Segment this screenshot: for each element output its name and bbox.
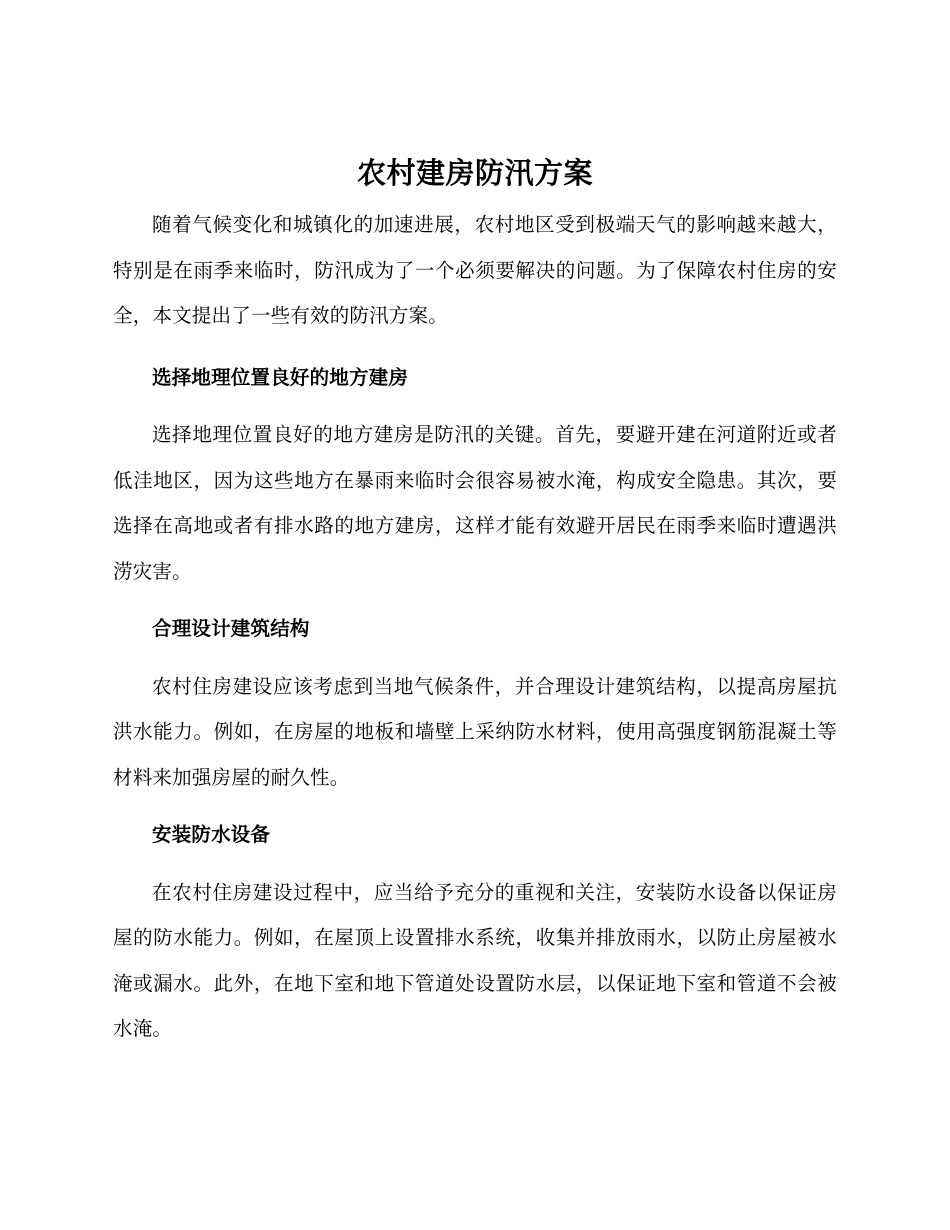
- section-heading-waterproofing: 安装防水设备: [152, 823, 271, 846]
- spacer: [113, 594, 837, 606]
- section-heading-structure: 合理设计建筑结构: [152, 617, 310, 640]
- spacer: [113, 400, 837, 412]
- section-heading-location: 选择地理位置良好的地方建房: [152, 365, 409, 389]
- document-page: [113, 150, 837, 1052]
- intro-paragraph: 随着气候变化和城镇化的加速进展，农村地区受到极端天气的影响越来越大，特别是在雨季来临时，防汛成为了一个必须要解决的问题。为了保障农村住房的安全，本文提出了一些有效的防汛方案。: [113, 213, 837, 327]
- section-body-structure: 农村住房建设应该考虑到当地气候条件，并合理设计建筑结构，以提高房屋抗洪水能力。例如，在房屋的地板和墙壁上采纳防水材料，使用高强度钢筋混凝土等材料来加强房屋的耐久性。: [113, 674, 837, 789]
- spacer: [113, 652, 837, 664]
- spacer: [113, 800, 837, 812]
- section-body-waterproofing: 在农村住房建设过程中，应当给予充分的重视和关注，安装防水设备以保证房屋的防水能力。例如，在屋顶上设置排水系统，收集并排放雨水，以防止房屋被水淹或漏水。此外，在地下室和地下管道处设置防水层，以保证地下室和管道不会被水淹。: [113, 880, 837, 1040]
- spacer: [113, 858, 837, 870]
- section-body-location: 选择地理位置良好的地方建房是防汛的关键。首先，要避开建在河道附近或者低洼地区，因为这些地方在暴雨来临时会很容易被水淹，构成安全隐患。其次，要选择在高地或者有排水路的地方建房，这样才能有效避开居民在雨季来临时遭遇洪涝灾害。: [113, 423, 837, 583]
- document-title: 农村建房防汛方案: [356, 156, 593, 190]
- spacer: [113, 339, 837, 355]
